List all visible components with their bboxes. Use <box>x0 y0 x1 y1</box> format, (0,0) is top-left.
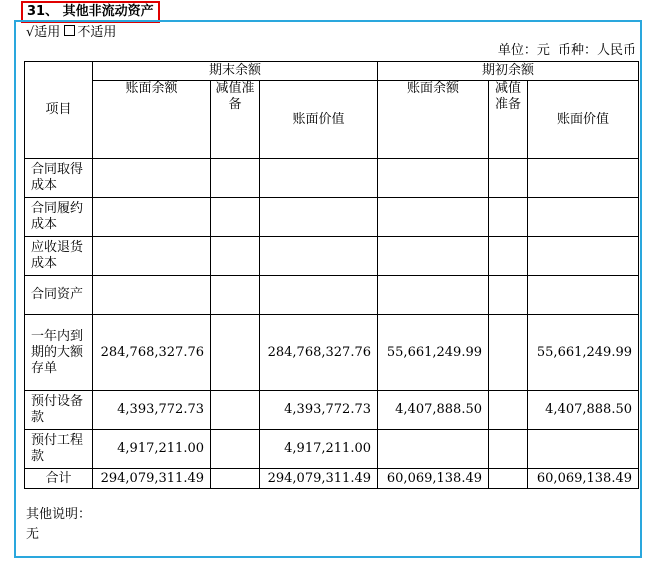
cell-end-book-balance: 4,917,211.00 <box>93 430 211 469</box>
cell-end-impairment <box>211 315 260 391</box>
begin-book-balance-header: 账面余额 <box>378 81 489 159</box>
row-item-label: 预付工程款 <box>25 430 93 469</box>
cell-begin-book-value <box>528 159 639 198</box>
cell-begin-book-value <box>528 237 639 276</box>
cell-begin-book-value: 4,407,888.50 <box>528 391 639 430</box>
other-notes-text: 无 <box>26 527 40 542</box>
table-row <box>25 237 639 276</box>
cell-end-book-balance <box>93 237 211 276</box>
cell-begin-book-balance <box>378 276 489 315</box>
cell-end-impairment <box>211 469 260 489</box>
unit-label: 单位：元 <box>497 43 550 58</box>
cell-end-impairment <box>211 391 260 430</box>
cell-begin-book-balance <box>378 237 489 276</box>
cell-end-book-balance <box>93 159 211 198</box>
applicable-label: 适用 <box>34 25 61 40</box>
cell-end-impairment <box>211 237 260 276</box>
cell-begin-impairment <box>489 391 528 430</box>
cell-end-book-balance: 284,768,327.76 <box>93 315 211 391</box>
cell-begin-book-balance <box>378 159 489 198</box>
cell-begin-book-balance: 4,407,888.50 <box>378 391 489 430</box>
cell-end-book-balance: 4,393,772.73 <box>93 391 211 430</box>
unit-line <box>494 42 636 60</box>
cell-end-impairment <box>211 198 260 237</box>
period-end-header: 期末余额 <box>93 62 378 81</box>
table-row <box>25 159 639 198</box>
cell-end-book-value: 4,917,211.00 <box>260 430 378 469</box>
row-item-label: 合计 <box>25 469 93 489</box>
cell-end-impairment <box>211 430 260 469</box>
row-item-label: 一年内到期的大额存单 <box>25 315 93 391</box>
cell-begin-impairment <box>489 276 528 315</box>
cell-end-book-value: 284,768,327.76 <box>260 315 378 391</box>
cell-begin-book-balance: 60,069,138.49 <box>378 469 489 489</box>
cell-end-book-value <box>260 198 378 237</box>
cell-begin-book-value <box>528 276 639 315</box>
cell-end-book-value: 294,079,311.49 <box>260 469 378 489</box>
end-impairment-header: 减值准备 <box>211 81 260 159</box>
table-row <box>25 315 639 391</box>
currency-label: 币种：人民币 <box>557 43 636 58</box>
end-book-balance-header: 账面余额 <box>93 81 211 159</box>
cell-end-book-value <box>260 276 378 315</box>
row-item-label: 合同资产 <box>25 276 93 315</box>
cell-begin-impairment <box>489 315 528 391</box>
table-row <box>25 469 639 489</box>
cell-begin-impairment <box>489 159 528 198</box>
cell-begin-book-value: 60,069,138.49 <box>528 469 639 489</box>
row-item-label: 合同取得成本 <box>25 159 93 198</box>
cell-begin-impairment <box>489 469 528 489</box>
item-header: 项目 <box>25 62 93 159</box>
begin-impairment-header: 减值准备 <box>489 81 528 159</box>
cell-begin-book-balance: 55,661,249.99 <box>378 315 489 391</box>
table-row <box>25 198 639 237</box>
cell-end-book-value <box>260 159 378 198</box>
cell-end-impairment <box>211 159 260 198</box>
cell-end-book-balance <box>93 276 211 315</box>
row-item-label: 合同履约成本 <box>25 198 93 237</box>
not-applicable-label: 不适用 <box>77 25 117 40</box>
table-row <box>25 430 639 469</box>
applicable-check-icon: √ <box>26 25 35 40</box>
cell-begin-book-balance <box>378 430 489 469</box>
other-noncurrent-assets-table <box>24 61 639 489</box>
cell-begin-book-value <box>528 198 639 237</box>
cell-end-impairment <box>211 276 260 315</box>
cell-end-book-value <box>260 237 378 276</box>
row-item-label: 应收退货成本 <box>25 237 93 276</box>
table-row <box>25 276 639 315</box>
cell-end-book-balance: 294,079,311.49 <box>93 469 211 489</box>
begin-book-value-header: 账面价值 <box>528 81 639 159</box>
cell-begin-impairment <box>489 198 528 237</box>
other-notes-label: 其他说明： <box>26 507 92 522</box>
cell-end-book-value: 4,393,772.73 <box>260 391 378 430</box>
cell-begin-impairment <box>489 237 528 276</box>
period-begin-header: 期初余额 <box>378 62 639 81</box>
cell-end-book-balance <box>93 198 211 237</box>
end-book-value-header: 账面价值 <box>260 81 378 159</box>
unchecked-box-icon <box>64 25 75 36</box>
row-item-label: 预付设备款 <box>25 391 93 430</box>
cell-begin-impairment <box>489 430 528 469</box>
cell-begin-book-value: 55,661,249.99 <box>528 315 639 391</box>
cell-begin-book-value <box>528 430 639 469</box>
applicability-options <box>26 24 116 42</box>
section-title: 31、 其他非流动资产 <box>21 1 160 23</box>
table-row <box>25 391 639 430</box>
cell-begin-book-balance <box>378 198 489 237</box>
